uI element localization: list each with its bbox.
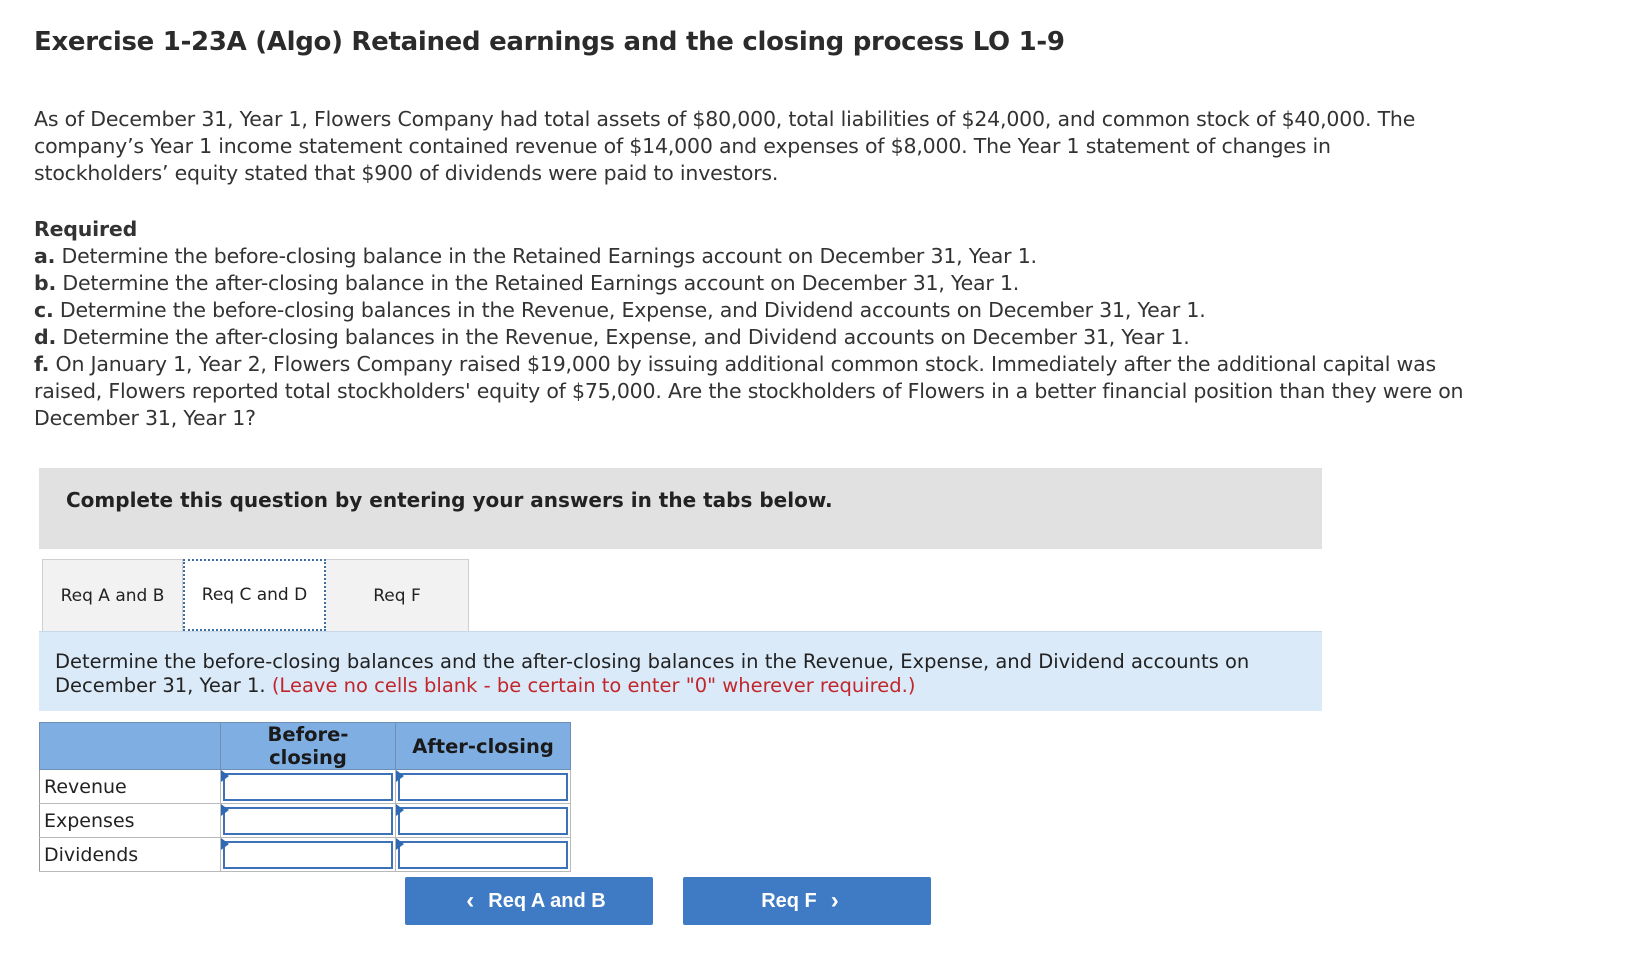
table-row (40, 770, 571, 804)
chevron-left-icon: ‹ (466, 887, 475, 914)
expenses-after-closing-cell[interactable] (396, 804, 571, 838)
dividends-before-closing-cell[interactable] (221, 838, 396, 872)
cell-marker-icon (221, 770, 229, 782)
problem-intro: As of December 31, Year 1, Flowers Company had total assets of $80,000, total liabilities of $24,000, and common stock of $40,000. The company’s Year 1 income statement contained revenue of $14,000 and expenses of $8,000. The Year 1 statement of changes in stockholders’ equity stated that $900 of dividends were paid to investors. (34, 107, 1416, 185)
required-item-c (34, 297, 1464, 324)
row-label-expenses: Expenses (40, 804, 221, 838)
table-row (40, 838, 571, 872)
revenue-after-closing-cell[interactable] (396, 770, 571, 804)
cell-marker-icon (396, 804, 404, 816)
tab-instruction (39, 631, 1322, 711)
expenses-before-closing-cell[interactable] (221, 804, 396, 838)
item-text: Determine the before-closing balance in the Retained Earnings account on December 31, Year 1. (55, 244, 1037, 268)
required-heading: Required (34, 217, 138, 241)
required-section (34, 216, 1464, 432)
prev-tab-label: Req A and B (488, 889, 606, 912)
item-key: f. (34, 352, 50, 376)
revenue-after-closing-input[interactable] (398, 773, 568, 801)
expenses-after-closing-input[interactable] (398, 807, 568, 835)
row-label-dividends: Dividends (40, 838, 221, 872)
header-before-closing: Before-closing (221, 723, 396, 770)
dividends-after-closing-cell[interactable] (396, 838, 571, 872)
instructions-banner (39, 468, 1322, 549)
expenses-before-closing-input[interactable] (223, 807, 393, 835)
required-item-f (34, 351, 1464, 432)
cell-marker-icon (396, 770, 404, 782)
next-tab-label: Req F (761, 889, 817, 912)
item-key: c. (34, 298, 54, 322)
item-text: Determine the after-closing balances in the Revenue, Expense, and Dividend accounts on December 31, Year 1. (56, 325, 1190, 349)
item-text: Determine the before-closing balances in the Revenue, Expense, and Dividend accounts on December 31, Year 1. (53, 298, 1206, 322)
item-text: Determine the after-closing balance in the Retained Earnings account on December 31, Year 1. (56, 271, 1020, 295)
next-tab-button[interactable] (683, 877, 931, 925)
revenue-before-closing-input[interactable] (223, 773, 393, 801)
tab-req-f[interactable]: Req F (326, 559, 469, 631)
tab-bar (42, 559, 469, 631)
prev-tab-button[interactable] (405, 877, 653, 925)
required-item-b (34, 270, 1464, 297)
item-key: b. (34, 271, 57, 295)
item-key: d. (34, 325, 57, 349)
header-after-closing: After-closing (396, 723, 571, 770)
cell-marker-icon (396, 838, 404, 850)
tab-req-a-and-b[interactable]: Req A and B (42, 559, 183, 631)
required-item-d (34, 324, 1464, 351)
page-title: Exercise 1-23A (Algo) Retained earnings and the closing process LO 1-9 (34, 27, 1065, 57)
instruction-text: Determine the before-closing balances and the after-closing balances in the Revenue, Expense, and Dividend accounts on December 31, Year 1. (55, 650, 1250, 697)
banner-text: Complete this question by entering your answers in the tabs below. (66, 488, 833, 512)
instruction-warning: (Leave no cells blank - be certain to enter "0" wherever required.) (271, 674, 916, 697)
item-key: a. (34, 244, 56, 268)
cell-marker-icon (221, 838, 229, 850)
table-header-row (40, 723, 571, 770)
revenue-before-closing-cell[interactable] (221, 770, 396, 804)
tab-req-c-and-d[interactable]: Req C and D (183, 559, 326, 631)
table-row (40, 804, 571, 838)
chevron-right-icon: › (830, 887, 839, 914)
header-blank (40, 723, 221, 770)
required-item-a (34, 243, 1464, 270)
dividends-after-closing-input[interactable] (398, 841, 568, 869)
answer-table (39, 722, 571, 872)
item-text: On January 1, Year 2, Flowers Company raised $19,000 by issuing additional common stock. Immediately after the additional capital was raised, Flowers reported total stockholders' equity of $75,000. Are the stockholders of Flowers in a better financial position than they were on December 31, Year 1? (34, 352, 1464, 430)
cell-marker-icon (221, 804, 229, 816)
row-label-revenue: Revenue (40, 770, 221, 804)
dividends-before-closing-input[interactable] (223, 841, 393, 869)
